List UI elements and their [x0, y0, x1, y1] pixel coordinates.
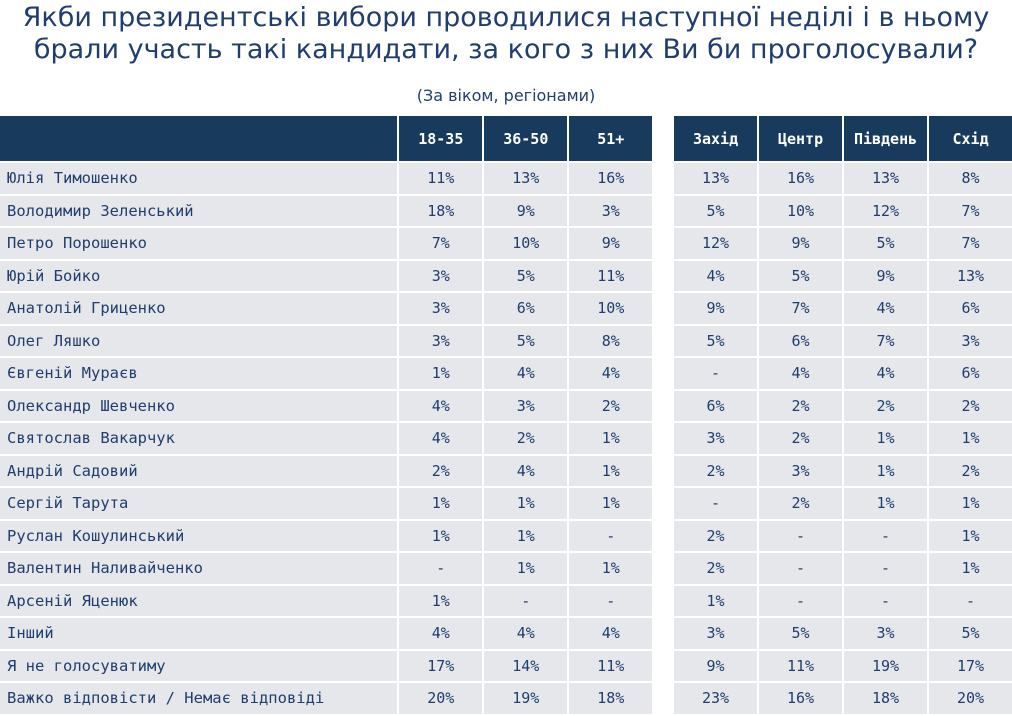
region-value: 13% [929, 261, 1012, 294]
age-value: 4% [399, 423, 482, 456]
candidate-name: Олег Ляшко [0, 326, 397, 359]
table-row [0, 521, 1012, 554]
subtitle: (За віком, регіонами) [416, 86, 596, 105]
column-gap [652, 293, 672, 326]
age-value: 16% [569, 163, 652, 196]
region-value: 17% [929, 651, 1012, 684]
age-value: 11% [569, 651, 652, 684]
candidate-name: Я не голосуватиму [0, 651, 397, 684]
table-row [0, 293, 1012, 326]
age-value: 1% [569, 488, 652, 521]
page-title [0, 2, 1012, 66]
region-value: - [844, 553, 927, 586]
region-value: 9% [759, 228, 842, 261]
region-value: 2% [674, 553, 757, 586]
age-value: 7% [399, 228, 482, 261]
region-value: 11% [759, 651, 842, 684]
column-gap [652, 618, 672, 651]
table-row [0, 488, 1012, 521]
age-value: 1% [399, 586, 482, 619]
table-row [0, 391, 1012, 424]
candidate-name: Юлія Тимошенко [0, 163, 397, 196]
region-value: 4% [759, 358, 842, 391]
region-value: 5% [759, 261, 842, 294]
region-value: 13% [674, 163, 757, 196]
column-gap [652, 456, 672, 489]
candidate-name: Руслан Кошулинський [0, 521, 397, 554]
region-value: 6% [929, 358, 1012, 391]
header-age-1: 36-50 [484, 116, 567, 161]
title-line-1: Якби президентські вибори проводилися наступної неділі і в ньому [22, 2, 990, 33]
region-value: 3% [844, 618, 927, 651]
age-value: 9% [569, 228, 652, 261]
age-value: - [569, 586, 652, 619]
table-row [0, 651, 1012, 684]
age-value: 4% [569, 618, 652, 651]
age-value: 1% [569, 553, 652, 586]
age-value: 1% [484, 488, 567, 521]
age-value: - [484, 586, 567, 619]
age-value: 11% [569, 261, 652, 294]
header-age-0: 18-35 [399, 116, 482, 161]
age-value: - [569, 521, 652, 554]
age-value: 1% [399, 488, 482, 521]
age-value: 1% [399, 358, 482, 391]
candidate-name: Валентин Наливайченко [0, 553, 397, 586]
age-value: 13% [484, 163, 567, 196]
region-value: 9% [844, 261, 927, 294]
age-value: 4% [569, 358, 652, 391]
region-value: 4% [844, 358, 927, 391]
region-value: 1% [929, 521, 1012, 554]
age-value: 4% [484, 456, 567, 489]
table-row [0, 618, 1012, 651]
header-name-cell [0, 116, 397, 161]
region-value: 6% [759, 326, 842, 359]
column-gap [652, 651, 672, 684]
age-value: 4% [484, 358, 567, 391]
table-row [0, 261, 1012, 294]
age-value: 1% [484, 521, 567, 554]
header-region-3: Схід [929, 116, 1012, 161]
table-row [0, 586, 1012, 619]
age-value: 2% [484, 423, 567, 456]
candidate-name: Юрій Бойко [0, 261, 397, 294]
candidate-name: Андрій Садовий [0, 456, 397, 489]
region-value: 12% [844, 196, 927, 229]
age-value: 1% [569, 456, 652, 489]
region-value: 4% [844, 293, 927, 326]
table-header-row [0, 116, 1012, 161]
table-row [0, 358, 1012, 391]
region-value: 3% [674, 618, 757, 651]
region-value: 5% [674, 196, 757, 229]
region-value: 23% [674, 683, 757, 716]
region-value: 1% [844, 423, 927, 456]
age-value: 3% [399, 293, 482, 326]
region-value: 3% [759, 456, 842, 489]
region-value: 3% [929, 326, 1012, 359]
age-value: 3% [399, 326, 482, 359]
age-value: 20% [399, 683, 482, 716]
region-value: 2% [759, 391, 842, 424]
title-line-2: брали участь такі кандидати, за кого з них Ви би проголосували? [33, 34, 979, 65]
age-value: 19% [484, 683, 567, 716]
region-value: 16% [759, 683, 842, 716]
column-gap [652, 261, 672, 294]
age-value: 10% [569, 293, 652, 326]
header-gap [652, 116, 672, 161]
region-value: 2% [674, 521, 757, 554]
region-value: 1% [929, 423, 1012, 456]
age-value: 6% [484, 293, 567, 326]
table-row [0, 163, 1012, 196]
region-value: - [759, 586, 842, 619]
column-gap [652, 423, 672, 456]
region-value: 16% [759, 163, 842, 196]
age-value: 11% [399, 163, 482, 196]
column-gap [652, 163, 672, 196]
column-gap [652, 228, 672, 261]
candidate-name: Сергій Тарута [0, 488, 397, 521]
candidate-name: Важко відповісти / Немає відповіді [0, 683, 397, 716]
region-value: 19% [844, 651, 927, 684]
region-value: - [759, 553, 842, 586]
age-value: 18% [399, 196, 482, 229]
region-value: - [759, 521, 842, 554]
region-value: 1% [929, 553, 1012, 586]
column-gap [652, 358, 672, 391]
region-value: 5% [759, 618, 842, 651]
region-value: 6% [674, 391, 757, 424]
candidate-name: Володимир Зеленський [0, 196, 397, 229]
region-value: 8% [929, 163, 1012, 196]
region-value: 2% [929, 456, 1012, 489]
header-age-2: 51+ [569, 116, 652, 161]
candidate-name: Петро Порошенко [0, 228, 397, 261]
region-value: 7% [929, 196, 1012, 229]
age-value: 5% [484, 261, 567, 294]
header-region-0: Захід [674, 116, 757, 161]
header-region-1: Центр [759, 116, 842, 161]
region-value: 20% [929, 683, 1012, 716]
age-value: 17% [399, 651, 482, 684]
column-gap [652, 391, 672, 424]
age-value: 1% [484, 553, 567, 586]
region-value: 7% [844, 326, 927, 359]
age-value: 5% [484, 326, 567, 359]
age-value: 3% [569, 196, 652, 229]
age-value: 2% [569, 391, 652, 424]
region-value: 12% [674, 228, 757, 261]
age-value: 9% [484, 196, 567, 229]
age-value: 4% [484, 618, 567, 651]
region-value: 5% [674, 326, 757, 359]
region-value: 5% [929, 618, 1012, 651]
region-value: 9% [674, 293, 757, 326]
candidate-name: Євгеній Мураєв [0, 358, 397, 391]
region-value: 3% [674, 423, 757, 456]
region-value: 1% [674, 586, 757, 619]
results-table [0, 116, 1012, 716]
candidate-name: Інший [0, 618, 397, 651]
candidate-name: Олександр Шевченко [0, 391, 397, 424]
region-value: 2% [929, 391, 1012, 424]
table-row [0, 326, 1012, 359]
region-value: 6% [929, 293, 1012, 326]
region-value: 7% [929, 228, 1012, 261]
region-value: - [844, 521, 927, 554]
region-value: 2% [759, 423, 842, 456]
age-value: 1% [399, 521, 482, 554]
region-value: 18% [844, 683, 927, 716]
region-value: 1% [844, 456, 927, 489]
age-value: 3% [399, 261, 482, 294]
region-value: 13% [844, 163, 927, 196]
region-value: 1% [929, 488, 1012, 521]
region-value: - [929, 586, 1012, 619]
table-row [0, 553, 1012, 586]
age-value: 4% [399, 391, 482, 424]
column-gap [652, 553, 672, 586]
age-value: - [399, 553, 482, 586]
region-value: 2% [759, 488, 842, 521]
column-gap [652, 586, 672, 619]
table-row [0, 228, 1012, 261]
age-value: 18% [569, 683, 652, 716]
table-row [0, 456, 1012, 489]
region-value: - [674, 488, 757, 521]
age-value: 2% [399, 456, 482, 489]
column-gap [652, 521, 672, 554]
age-value: 1% [569, 423, 652, 456]
age-value: 8% [569, 326, 652, 359]
age-value: 4% [399, 618, 482, 651]
candidate-name: Анатолій Гриценко [0, 293, 397, 326]
column-gap [652, 326, 672, 359]
table-row [0, 423, 1012, 456]
region-value: 2% [844, 391, 927, 424]
region-value: 5% [844, 228, 927, 261]
region-value: 10% [759, 196, 842, 229]
region-value: 2% [674, 456, 757, 489]
age-value: 10% [484, 228, 567, 261]
column-gap [652, 488, 672, 521]
region-value: 9% [674, 651, 757, 684]
column-gap [652, 196, 672, 229]
candidate-name: Арсеній Яценюк [0, 586, 397, 619]
region-value: 7% [759, 293, 842, 326]
age-value: 3% [484, 391, 567, 424]
region-value: - [674, 358, 757, 391]
candidate-name: Святослав Вакарчук [0, 423, 397, 456]
table-row [0, 196, 1012, 229]
region-value: 4% [674, 261, 757, 294]
region-value: 1% [844, 488, 927, 521]
age-value: 14% [484, 651, 567, 684]
header-region-2: Південь [844, 116, 927, 161]
region-value: - [844, 586, 927, 619]
